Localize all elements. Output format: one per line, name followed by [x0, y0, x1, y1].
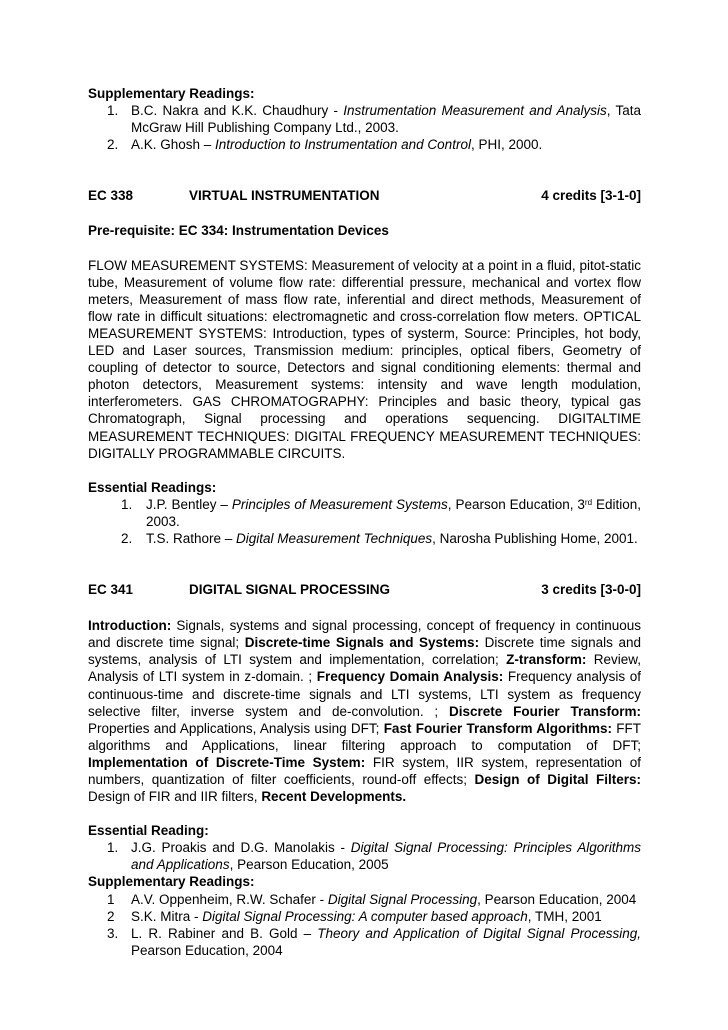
syllabus-line: selective filter, inverse system and de-convolution. ; Discrete Fourier Transform: [88, 703, 641, 719]
syllabus-line: interferometers. GAS CHROMATOGRAPHY: Principles and basic theory, typical gas [88, 394, 641, 410]
reading-item-continued: McGraw Hill Publishing Company Ltd., 2003. [131, 120, 399, 136]
book-title: Instrumentation Measurement and Analysis [343, 103, 607, 119]
book-title: Digital Signal Processing: A computer based approach [202, 908, 528, 924]
course-header-ec341 [88, 581, 641, 598]
syllabus-line: FLOW MEASUREMENT SYSTEMS: Measurement of velocity at a point in a fluid, pitot-static [88, 257, 641, 273]
item-number: 1 [107, 891, 115, 907]
item-number: 2 [107, 908, 115, 924]
reading-item [88, 891, 641, 908]
supplementary-readings-heading: Supplementary Readings: [88, 86, 255, 101]
reading-item-continued [88, 856, 641, 873]
syllabus-line: Design of FIR and IIR filters, Recent Developments. [88, 789, 407, 805]
course-credits: 3 credits [3-0-0] [541, 582, 641, 598]
publisher-text: , Pearson Education, 3 [447, 496, 585, 512]
reading-item [88, 839, 641, 856]
edition-text: Edition, [592, 496, 642, 512]
supplementary-readings-heading: Supplementary Readings: [88, 874, 255, 890]
publisher-text: , PHI, 2000. [470, 137, 543, 153]
book-title: Introduction to Instrumentation and Control [215, 137, 471, 153]
reading-item [88, 496, 641, 513]
book-title: Theory and Application of Digital Signal Processing, [317, 925, 642, 941]
syllabus-line: systems, analysis of LTI system and implementation, correlation; Z-transform: Review, [88, 652, 641, 668]
reading-item [88, 136, 641, 153]
course-syllabus-ec338 [88, 257, 641, 462]
ordinal-suffix: rd [584, 497, 593, 507]
reading-item [88, 908, 641, 925]
syllabus-line: Properties and Applications, Analysis using DFT; Fast Fourier Transform Algorithms: FFT [88, 720, 641, 736]
item-number: 2. [121, 530, 133, 546]
course-syllabus-ec341 [88, 617, 641, 805]
essential-readings-heading: Essential Readings: [88, 479, 217, 495]
item-number: 1. [121, 496, 133, 512]
item-number: 1. [107, 840, 119, 856]
publisher-text: , Pearson Education, 2005 [229, 857, 389, 873]
course-title: VIRTUAL INSTRUMENTATION [189, 188, 380, 204]
reading-item [88, 530, 641, 547]
author-text: S.K. Mitra - [131, 908, 203, 924]
course-title: DIGITAL SIGNAL PROCESSING [189, 582, 391, 598]
author-text: J.P. Bentley – [146, 496, 232, 512]
course-code: EC 338 [88, 188, 134, 204]
item-number: 3. [107, 925, 119, 941]
syllabus-line: DIGITALLY PROGRAMMABLE CIRCUITS. [88, 445, 346, 461]
syllabus-line: coupling of detector to source, Detectors and signal conditioning elements: thermal and [88, 360, 641, 376]
publisher-text: , Pearson Education, 2004 [477, 891, 637, 907]
syllabus-line: algorithms and Applications, linear filtering approach to computation of DFT; [88, 737, 641, 753]
syllabus-line: MEASUREMENT SYSTEMS: Introduction, types of systerm, Source: Principles, hot body, [88, 325, 641, 341]
syllabus-line: MEASUREMENT TECHNIQUES: DIGITAL FREQUENCY MEASUREMENT TECHNIQUES: [88, 428, 641, 444]
syllabus-line: and discrete time signal; Discrete-time Signals and Systems: Discrete time signals and [88, 635, 641, 651]
syllabus-line: Chromatograph, Signal processing and operations sequencing. DIGITALTIME [88, 411, 641, 427]
syllabus-line: photon detectors, Measurement systems: intensity and wave length modulation, [88, 377, 641, 393]
reading-item [88, 102, 641, 119]
book-title: Digital Measurement Techniques [236, 530, 433, 546]
publisher-text: , Tata [606, 103, 641, 119]
item-number: 1. [107, 103, 119, 119]
reading-item-continued: Pearson Education, 2004 [131, 942, 283, 958]
course-code: EC 341 [88, 582, 134, 598]
syllabus-line: flow rate in difficult situations: electromagnetic and cross-correlation flow meters. OPTICAL [88, 308, 641, 324]
item-number: 2. [107, 137, 119, 153]
syllabus-line: tube, Measurement of volume flow rate: differential pressure, mechanical and vortex flow [88, 274, 641, 290]
syllabus-line: continuous-time and discrete-time signals and LTI systems, LTI system as frequency [88, 686, 641, 702]
author-text: A.K. Ghosh – [131, 137, 216, 153]
course-header-ec338 [88, 187, 641, 204]
course-credits: 4 credits [3-1-0] [541, 188, 641, 204]
publisher-text: , TMH, 2001 [527, 908, 602, 924]
author-text: B.C. Nakra and K.K. Chaudhury - [131, 103, 344, 119]
document-page [88, 85, 641, 959]
syllabus-line: Implementation of Discrete-Time System: FIR system, IIR system, representation of [88, 754, 641, 770]
author-text: J.G. Proakis and D.G. Manolakis - [131, 840, 351, 856]
reading-item [88, 925, 641, 942]
reading-item-continued: 2003. [146, 513, 180, 529]
essential-reading-heading: Essential Reading: [88, 823, 209, 839]
syllabus-line: meters, Measurement of mass flow rate, inferential and direct methods, Measurement of [88, 291, 641, 307]
author-text: T.S. Rathore – [146, 530, 237, 546]
publisher-text: , Narosha Publishing Home, 2001. [432, 530, 638, 546]
author-text: A.V. Oppenheim, R.W. Schafer - [131, 891, 328, 907]
prerequisite: Pre-requisite: EC 334: Instrumentation Devices [88, 223, 389, 239]
book-title: and Applications [131, 857, 230, 873]
book-title: Digital Signal Processing [327, 891, 478, 907]
syllabus-line: LED and Laser sources, Transmission medium: principles, optical fibers, Geometry of [88, 343, 641, 359]
book-title: Digital Signal Processing: Principles Algorithms [350, 840, 641, 856]
syllabus-line: Analysis of LTI system in z-domain. ; Frequency Domain Analysis: Frequency analysis of [88, 669, 641, 685]
author-text: L. R. Rabiner and B. Gold – [131, 925, 318, 941]
syllabus-line: Introduction: Signals, systems and signal processing, concept of frequency in continuous [88, 618, 641, 634]
book-title: Principles of Measurement Systems [231, 496, 448, 512]
syllabus-line: numbers, quantization of filter coefficients, round-off effects; Design of Digital Filters: [88, 772, 642, 787]
